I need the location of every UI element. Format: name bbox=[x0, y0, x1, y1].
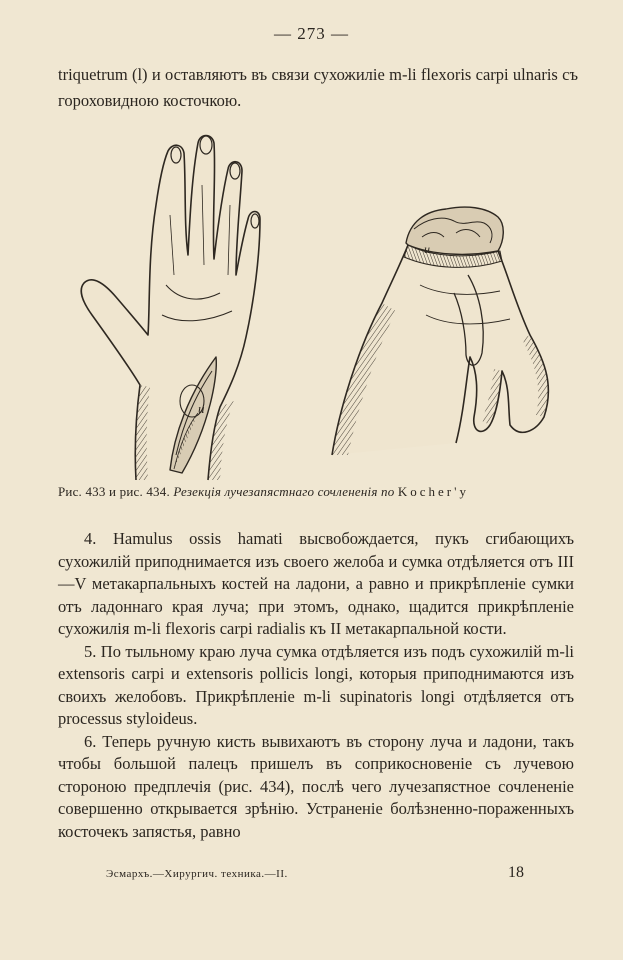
figure-434-hand bbox=[332, 207, 548, 455]
paragraph-4: 4. Hamulus ossis hamati высвобождается, пукъ сгибающихъ сухожилій приподнимается изъ своего желоба и сумка отдѣляется отъ III—V метакарпальныхъ костей на ладони, а равно и прикрѣпленіе сумки отъ ладоннаго края луча; при этомъ, однако, щадится прикрѣпленіе сухожилія m-li flexoris carpi radialis къ II метакарпальной кости. bbox=[58, 529, 574, 638]
body-text bbox=[58, 528, 574, 843]
page-number: — 273 — bbox=[274, 24, 349, 43]
paragraph-5: 5. По тыльному краю луча сумка отдѣляется изъ подъ сухожилій m-li extensoris carpi и extensoris pollicis longi, которыя приподнимаются изъ своихъ желобовъ. Прикрѣпленіе m-li supinatoris longi отдѣляется отъ processus styloideus. bbox=[58, 641, 574, 728]
sheet-number: 18 bbox=[508, 864, 524, 881]
page-footer bbox=[106, 864, 524, 882]
figure-433-label: u bbox=[198, 401, 205, 416]
intro-text: triquetrum (l) и оставляютъ въ связи сухожиліе m-li flexoris carpi ulnaris съ гороховидною косточкою. bbox=[58, 65, 578, 110]
footer-signature: Эсмархъ.—Хирургич. техника.—II. bbox=[106, 868, 288, 880]
figure-illustrations bbox=[70, 125, 570, 485]
hand-engravings bbox=[70, 125, 570, 485]
figure-434-label: u bbox=[424, 242, 430, 256]
figure-433-hand bbox=[81, 136, 260, 481]
caption-figure-numbers: Рис. 433 и рис. 434. bbox=[58, 484, 170, 499]
caption-title: Резекція лучезапястнаго сочлененія по bbox=[173, 484, 395, 499]
intro-paragraph bbox=[58, 62, 578, 114]
caption-author: Kocher'y bbox=[397, 484, 469, 499]
figure-caption bbox=[58, 484, 588, 500]
paragraph-6: 6. Теперь ручную кисть вывихаютъ въ сторону луча и ладони, такъ чтобы большой палецъ пришелъ въ соприкосновеніе съ лучевою стороною предплечія (рис. 434), послѣ чего лучезапястное сочлененіе совершенно открывается зрѣнію. Устраненіе болѣзненно-пораженныхъ косточекъ запястья, равно bbox=[58, 731, 574, 841]
